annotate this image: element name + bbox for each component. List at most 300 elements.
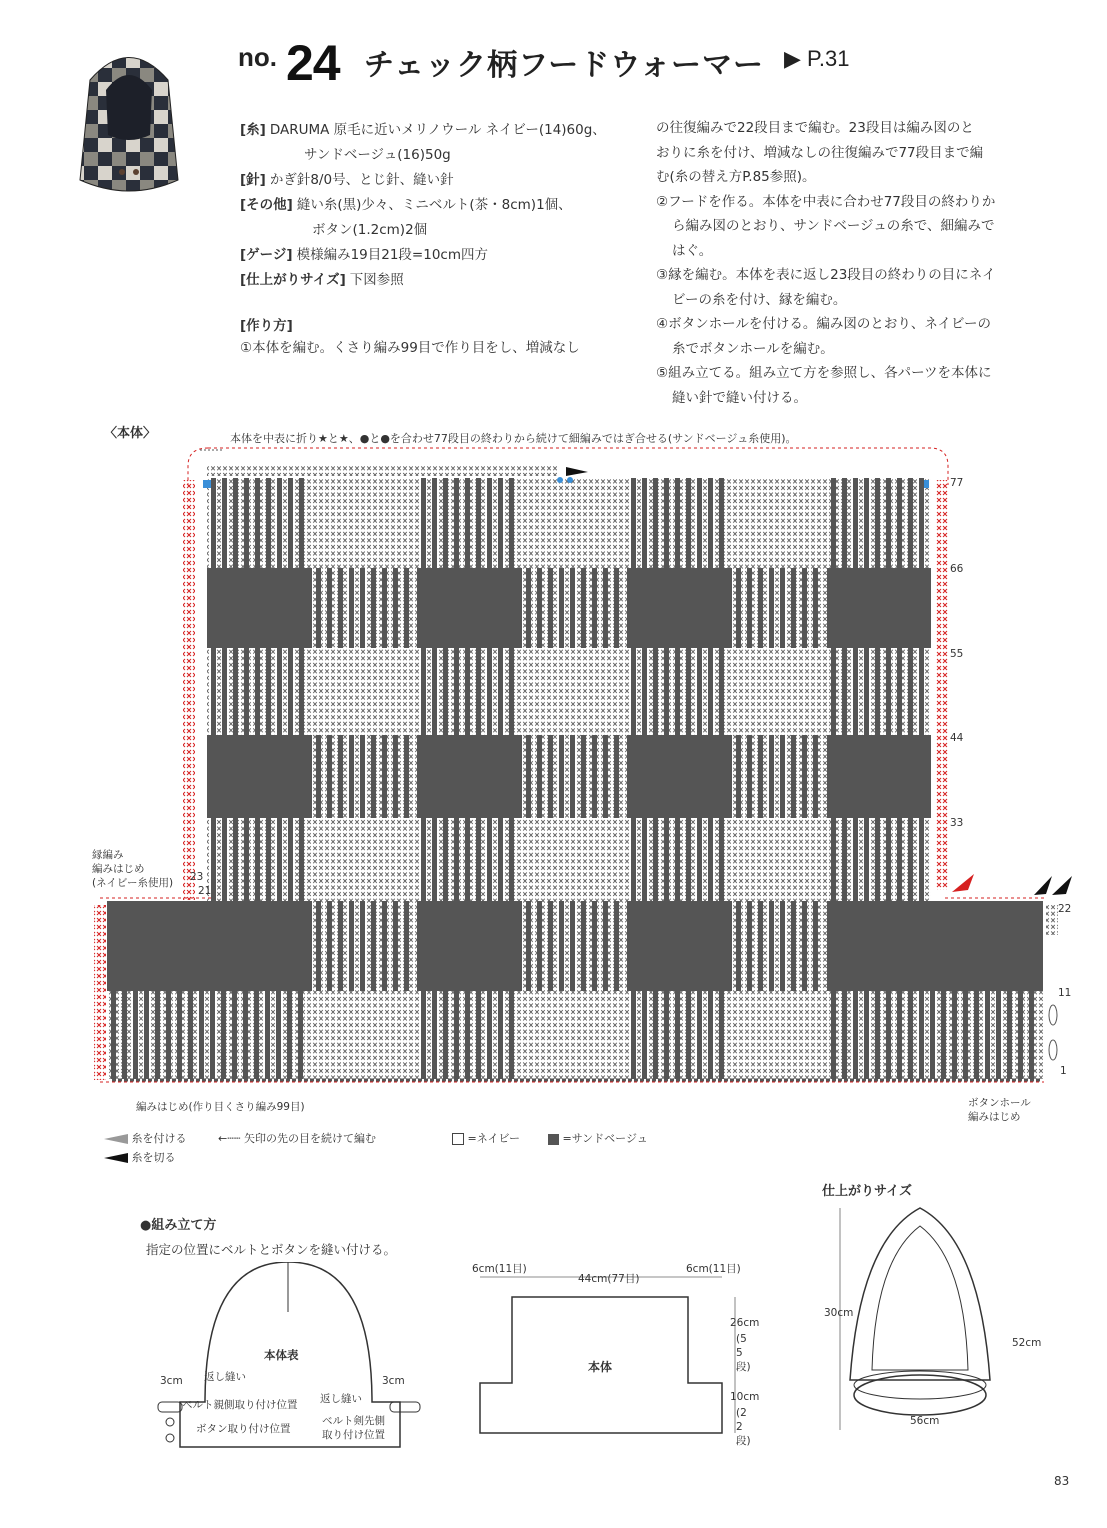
stripe xyxy=(244,648,249,735)
stripe xyxy=(211,648,216,735)
stripe xyxy=(526,901,531,991)
stripe xyxy=(875,818,880,901)
legend-attach: 糸を付ける xyxy=(104,1130,187,1146)
stripe xyxy=(897,648,902,735)
solid-check xyxy=(627,735,732,818)
stripe xyxy=(708,818,713,901)
dim-h26: 26cm xyxy=(730,1317,760,1329)
stripe xyxy=(327,568,332,648)
stripe xyxy=(791,735,796,818)
stripe xyxy=(831,991,836,1079)
stripe xyxy=(255,648,260,735)
stripe xyxy=(465,648,470,735)
stripe xyxy=(686,648,691,735)
check-pattern xyxy=(107,478,1043,1079)
row-label-33: 33 xyxy=(950,817,964,829)
stripe xyxy=(526,735,531,818)
stripe xyxy=(454,648,459,735)
stripe xyxy=(222,648,227,735)
yarn-value: DARUMA 原毛に近いメリノウール ネイビー(14)60g、 xyxy=(269,122,606,138)
solid-check xyxy=(827,901,1043,991)
stripe xyxy=(509,991,514,1079)
legend-continue: ←┄┄ 矢印の先の目を続けて編む xyxy=(218,1132,376,1145)
stripe xyxy=(758,735,763,818)
stripe xyxy=(664,648,669,735)
stripe xyxy=(476,648,481,735)
body-front-label: 本体表 xyxy=(264,1348,299,1362)
stripe xyxy=(642,818,647,901)
stripe xyxy=(603,735,608,818)
stripe xyxy=(548,735,553,818)
stripe xyxy=(276,991,281,1079)
back-stitch-right: 返し縫い xyxy=(320,1393,362,1405)
stripe xyxy=(371,735,376,818)
stripe xyxy=(244,478,249,568)
row-label-66: 66 xyxy=(950,563,964,575)
stripe xyxy=(265,991,270,1079)
stripe xyxy=(487,478,492,568)
stripe xyxy=(864,478,869,568)
row-label-11: 11 xyxy=(1058,987,1072,999)
stripe xyxy=(631,991,636,1079)
filled-wedge-icon xyxy=(104,1153,128,1163)
solid-check xyxy=(417,901,522,991)
stripe xyxy=(853,818,858,901)
stripe xyxy=(454,991,459,1079)
stripe xyxy=(581,735,586,818)
stripe xyxy=(222,478,227,568)
stripe xyxy=(288,648,293,735)
assembly-desc: 指定の位置にベルトとボタンを縫い付ける。 xyxy=(146,1242,397,1257)
step-line: ②フードを作る。本体を中表に合わせ77段目の終わりか xyxy=(656,193,996,210)
dashed-arrow-icon: ←┄┄ xyxy=(218,1132,241,1145)
stripe xyxy=(211,818,216,901)
step-line: む(糸の替え方P.85参照)。 xyxy=(656,169,816,185)
stripe xyxy=(188,991,193,1079)
stripe xyxy=(393,901,398,991)
stripe xyxy=(791,568,796,648)
stripe xyxy=(664,991,669,1079)
stripe xyxy=(509,478,514,568)
stripe xyxy=(592,735,597,818)
stripe xyxy=(559,735,564,818)
stripe xyxy=(548,901,553,991)
size-label: [仕上がりサイズ] xyxy=(240,272,346,288)
stripe xyxy=(736,735,741,818)
body-label: 本体 xyxy=(588,1360,613,1374)
stripe xyxy=(210,991,215,1079)
stripe xyxy=(404,901,409,991)
grey-square-icon xyxy=(548,1134,559,1145)
row-label-55: 55 xyxy=(950,648,964,660)
stripe xyxy=(421,478,426,568)
stripe xyxy=(886,648,891,735)
stripe xyxy=(653,818,658,901)
solid-check xyxy=(627,901,732,991)
stripe xyxy=(780,568,785,648)
legend-navy: =ネイビー xyxy=(452,1130,520,1146)
stripe xyxy=(719,478,724,568)
stripe xyxy=(509,818,514,901)
solid-check xyxy=(627,568,732,648)
stripe xyxy=(653,991,658,1079)
stripe xyxy=(404,735,409,818)
stripe xyxy=(476,818,481,901)
row-label-23: 23 xyxy=(190,871,204,883)
belt-tip-note: ベルト剣先側 取り付け位置 xyxy=(322,1415,385,1441)
finish-title: 仕上がりサイズ xyxy=(822,1184,912,1199)
stripe xyxy=(686,478,691,568)
other-label: [その他] xyxy=(240,197,293,213)
white-square-icon xyxy=(452,1133,464,1145)
stripe xyxy=(233,478,238,568)
stripe xyxy=(233,818,238,901)
stripe xyxy=(443,478,448,568)
howto-heading: [作り方] xyxy=(240,318,293,334)
stripe xyxy=(349,901,354,991)
stripe xyxy=(255,478,260,568)
stripe xyxy=(1018,991,1023,1079)
stripe xyxy=(498,991,503,1079)
stripe xyxy=(952,991,957,1079)
stripe xyxy=(548,568,553,648)
stripe xyxy=(232,991,237,1079)
stripe xyxy=(432,478,437,568)
stripe xyxy=(393,735,398,818)
finished-hood-diagram xyxy=(830,1200,1050,1450)
dim-center-44: 44cm(77目) xyxy=(578,1273,640,1285)
howto-step-1: ①本体を編む。くさり編み99目で作り目をし、増減なし xyxy=(240,340,580,356)
stripe xyxy=(277,648,282,735)
stripe xyxy=(327,901,332,991)
stripe xyxy=(996,991,1001,1079)
page-ref[interactable]: ▶ P.31 xyxy=(784,46,850,71)
needle-label: [針] xyxy=(240,172,266,188)
stripe xyxy=(897,818,902,901)
title-no: no. xyxy=(238,42,277,72)
stripe xyxy=(831,478,836,568)
stripe xyxy=(813,568,818,648)
button-pos-note: ボタン取り付け位置 xyxy=(196,1423,291,1435)
stripe xyxy=(886,818,891,901)
stripe xyxy=(842,991,847,1079)
stripe xyxy=(864,648,869,735)
stripe xyxy=(653,478,658,568)
stripe xyxy=(664,478,669,568)
stripe xyxy=(144,991,149,1079)
dim-h10-rows: (22段) xyxy=(736,1407,751,1447)
stripe xyxy=(603,901,608,991)
stripe xyxy=(465,478,470,568)
row-label-1: 1 xyxy=(1060,1065,1067,1077)
stripe xyxy=(853,648,858,735)
stripe xyxy=(747,901,752,991)
stripe xyxy=(243,991,248,1079)
stripe xyxy=(614,735,619,818)
stripe xyxy=(349,735,354,818)
stripe xyxy=(338,901,343,991)
stripe xyxy=(1007,991,1012,1079)
stripe xyxy=(277,818,282,901)
stripe xyxy=(338,568,343,648)
pattern-number: 24 xyxy=(286,35,340,91)
stripe xyxy=(255,818,260,901)
stripe xyxy=(875,648,880,735)
stripe xyxy=(233,648,238,735)
stripe xyxy=(842,818,847,901)
row-label-77: 77 xyxy=(950,477,964,489)
stripe xyxy=(559,901,564,991)
stripe xyxy=(559,568,564,648)
stripe xyxy=(653,648,658,735)
gauge-label: [ゲージ] xyxy=(240,247,293,263)
stripe xyxy=(886,991,891,1079)
stripe xyxy=(802,568,807,648)
step-line: 糸でボタンホールを編む。 xyxy=(672,340,834,357)
stripe xyxy=(614,568,619,648)
stripe xyxy=(299,648,304,735)
stripe xyxy=(382,901,387,991)
stripe xyxy=(769,735,774,818)
chain-start-note: 編みはじめ(作り目くさり編み99目) xyxy=(136,1101,305,1113)
stripe xyxy=(908,991,913,1079)
stripe xyxy=(908,818,913,901)
play-arrow-icon: ▶ xyxy=(784,46,801,71)
stripe xyxy=(432,648,437,735)
step-line: ③縁を編む。本体を表に返し23段目の終わりの目にネイ xyxy=(656,267,996,283)
stripe xyxy=(454,818,459,901)
stripe xyxy=(487,818,492,901)
stripe xyxy=(166,991,171,1079)
stripe xyxy=(747,568,752,648)
finish-w56: 56cm xyxy=(910,1415,940,1427)
stripe xyxy=(631,818,636,901)
stripe xyxy=(719,991,724,1079)
stripe xyxy=(897,478,902,568)
row-label-22: 22 xyxy=(1058,903,1072,915)
stripe xyxy=(853,991,858,1079)
stripe xyxy=(421,991,426,1079)
stripe xyxy=(780,901,785,991)
stripe xyxy=(736,901,741,991)
solid-check xyxy=(207,735,312,818)
stripe xyxy=(299,478,304,568)
stripe xyxy=(886,478,891,568)
stripe xyxy=(421,818,426,901)
stripe xyxy=(244,818,249,901)
stripe xyxy=(736,568,741,648)
stripe xyxy=(675,478,680,568)
dim-right-6: 6cm(11目) xyxy=(686,1263,741,1275)
stripe xyxy=(382,735,387,818)
stripe xyxy=(813,901,818,991)
stripe xyxy=(686,818,691,901)
stripe xyxy=(963,991,968,1079)
stripe xyxy=(758,901,763,991)
stripe xyxy=(719,648,724,735)
stripe xyxy=(570,901,575,991)
stripe xyxy=(1029,991,1034,1079)
stripe xyxy=(581,568,586,648)
stripe xyxy=(487,991,492,1079)
open-wedge-icon xyxy=(104,1134,128,1144)
solid-check xyxy=(107,901,312,991)
stripe xyxy=(686,991,691,1079)
stripe xyxy=(897,991,902,1079)
assembly-title: ●組み立て方 xyxy=(140,1218,217,1233)
stripe xyxy=(919,478,924,568)
stripe xyxy=(664,818,669,901)
step-line: ら編み図のとおり、サンドベージュの糸で、細編みで xyxy=(672,218,995,234)
stripe xyxy=(642,991,647,1079)
stripe xyxy=(697,478,702,568)
stripe xyxy=(831,818,836,901)
stripe xyxy=(476,991,481,1079)
stripe xyxy=(421,648,426,735)
stripe xyxy=(498,648,503,735)
belt-base-note: ベルト親側取り付け位置 xyxy=(182,1399,298,1411)
gauge-value: 模様編み19目21段=10cm四方 xyxy=(296,247,488,263)
stripe xyxy=(842,478,847,568)
stripe xyxy=(708,648,713,735)
stripe xyxy=(526,568,531,648)
stripe xyxy=(908,478,913,568)
legend-sand: =サンドベージュ xyxy=(548,1130,648,1146)
stripe xyxy=(465,991,470,1079)
stripe xyxy=(287,991,292,1079)
stripe xyxy=(266,648,271,735)
solid-check xyxy=(827,735,931,818)
stripe xyxy=(614,901,619,991)
stripe xyxy=(443,991,448,1079)
legend-cut: 糸を切る xyxy=(104,1149,176,1165)
step-line: の往復編みで22段目まで編む。23段目は編み図のと xyxy=(656,120,974,136)
stripe xyxy=(831,648,836,735)
stripe xyxy=(111,991,116,1079)
stripe xyxy=(155,991,160,1079)
stripe xyxy=(603,568,608,648)
stripe xyxy=(747,735,752,818)
stripe xyxy=(454,478,459,568)
stripe xyxy=(875,478,880,568)
stripe xyxy=(254,991,259,1079)
stripe xyxy=(708,478,713,568)
stripe xyxy=(360,735,365,818)
three-cm-right: 3cm xyxy=(382,1375,405,1387)
stripe xyxy=(327,735,332,818)
stripe xyxy=(393,568,398,648)
row-label-21: 21 xyxy=(198,885,212,897)
stripe xyxy=(675,991,680,1079)
stripe xyxy=(177,991,182,1079)
stripe xyxy=(853,478,858,568)
finish-w52: 52cm xyxy=(1012,1337,1042,1349)
stripe xyxy=(382,568,387,648)
stripe xyxy=(266,818,271,901)
stripe xyxy=(592,568,597,648)
step-line: ⑤組み立てる。組み立て方を参照し、各パーツを本体に xyxy=(656,365,992,381)
stripe xyxy=(675,818,680,901)
stripe xyxy=(919,648,924,735)
stripe xyxy=(476,478,481,568)
dim-h26-rows: (55段) xyxy=(736,1333,751,1373)
stripe xyxy=(780,735,785,818)
stripe xyxy=(199,991,204,1079)
stripe xyxy=(371,901,376,991)
stripe xyxy=(537,901,542,991)
stripe xyxy=(974,991,979,1079)
stripe xyxy=(697,818,702,901)
stripe xyxy=(537,735,542,818)
stripe xyxy=(432,818,437,901)
stripe xyxy=(769,568,774,648)
stripe xyxy=(675,648,680,735)
back-stitch-left: 返し縫い xyxy=(204,1371,246,1383)
stripe xyxy=(443,648,448,735)
stripe xyxy=(371,568,376,648)
stripe xyxy=(122,991,127,1079)
stripe xyxy=(864,818,869,901)
stripe xyxy=(631,648,636,735)
stripe xyxy=(498,478,503,568)
stripe xyxy=(487,648,492,735)
row-label-44: 44 xyxy=(950,732,964,744)
page-title: チェック柄フードウォーマー xyxy=(364,48,764,83)
stripe xyxy=(941,991,946,1079)
stripe xyxy=(498,818,503,901)
buttonhole-note: ボタンホール 編みはじめ xyxy=(968,1097,1031,1123)
stripe xyxy=(288,478,293,568)
stripe xyxy=(769,901,774,991)
stripe xyxy=(697,991,702,1079)
other-value-2: ボタン(1.2cm)2個 xyxy=(312,222,428,238)
stripe xyxy=(802,901,807,991)
edge-start-note: 縁編み 編みはじめ (ネイビー糸使用) xyxy=(92,849,174,889)
stripe xyxy=(432,991,437,1079)
stripe xyxy=(930,991,935,1079)
stripe xyxy=(266,478,271,568)
solid-check xyxy=(417,735,522,818)
stripe xyxy=(631,478,636,568)
stripe xyxy=(570,735,575,818)
stripe xyxy=(570,568,575,648)
stripe xyxy=(581,901,586,991)
step-line: おりに糸を付け、増減なしの往復編みで77段目まで編 xyxy=(656,144,984,161)
body-dimension-diagram xyxy=(470,1265,760,1445)
stripe xyxy=(222,818,227,901)
stripe xyxy=(592,901,597,991)
stripe xyxy=(316,735,321,818)
solid-check xyxy=(827,568,931,648)
step-line: ④ボタンホールを付ける。編み図のとおり、ネイビーの xyxy=(656,316,992,332)
dim-left-6: 6cm(11目) xyxy=(472,1263,527,1275)
other-value: 縫い糸(黒)少々、ミニベルト(茶・8cm)1個、 xyxy=(296,197,572,213)
stripe xyxy=(875,991,880,1079)
stripe xyxy=(719,818,724,901)
stripe xyxy=(813,735,818,818)
needle-value: かぎ針8/0号、とじ針、縫い針 xyxy=(269,172,454,188)
stripe xyxy=(338,735,343,818)
step-line: 縫い針で縫い付ける。 xyxy=(672,389,807,406)
stripe xyxy=(708,991,713,1079)
page-number: 83 xyxy=(1054,1474,1070,1488)
stripe xyxy=(509,648,514,735)
stripe xyxy=(211,478,216,568)
yarn-value-2: サンドベージュ(16)50g xyxy=(304,147,451,163)
stripe xyxy=(316,901,321,991)
stripe xyxy=(349,568,354,648)
stripe xyxy=(758,568,763,648)
